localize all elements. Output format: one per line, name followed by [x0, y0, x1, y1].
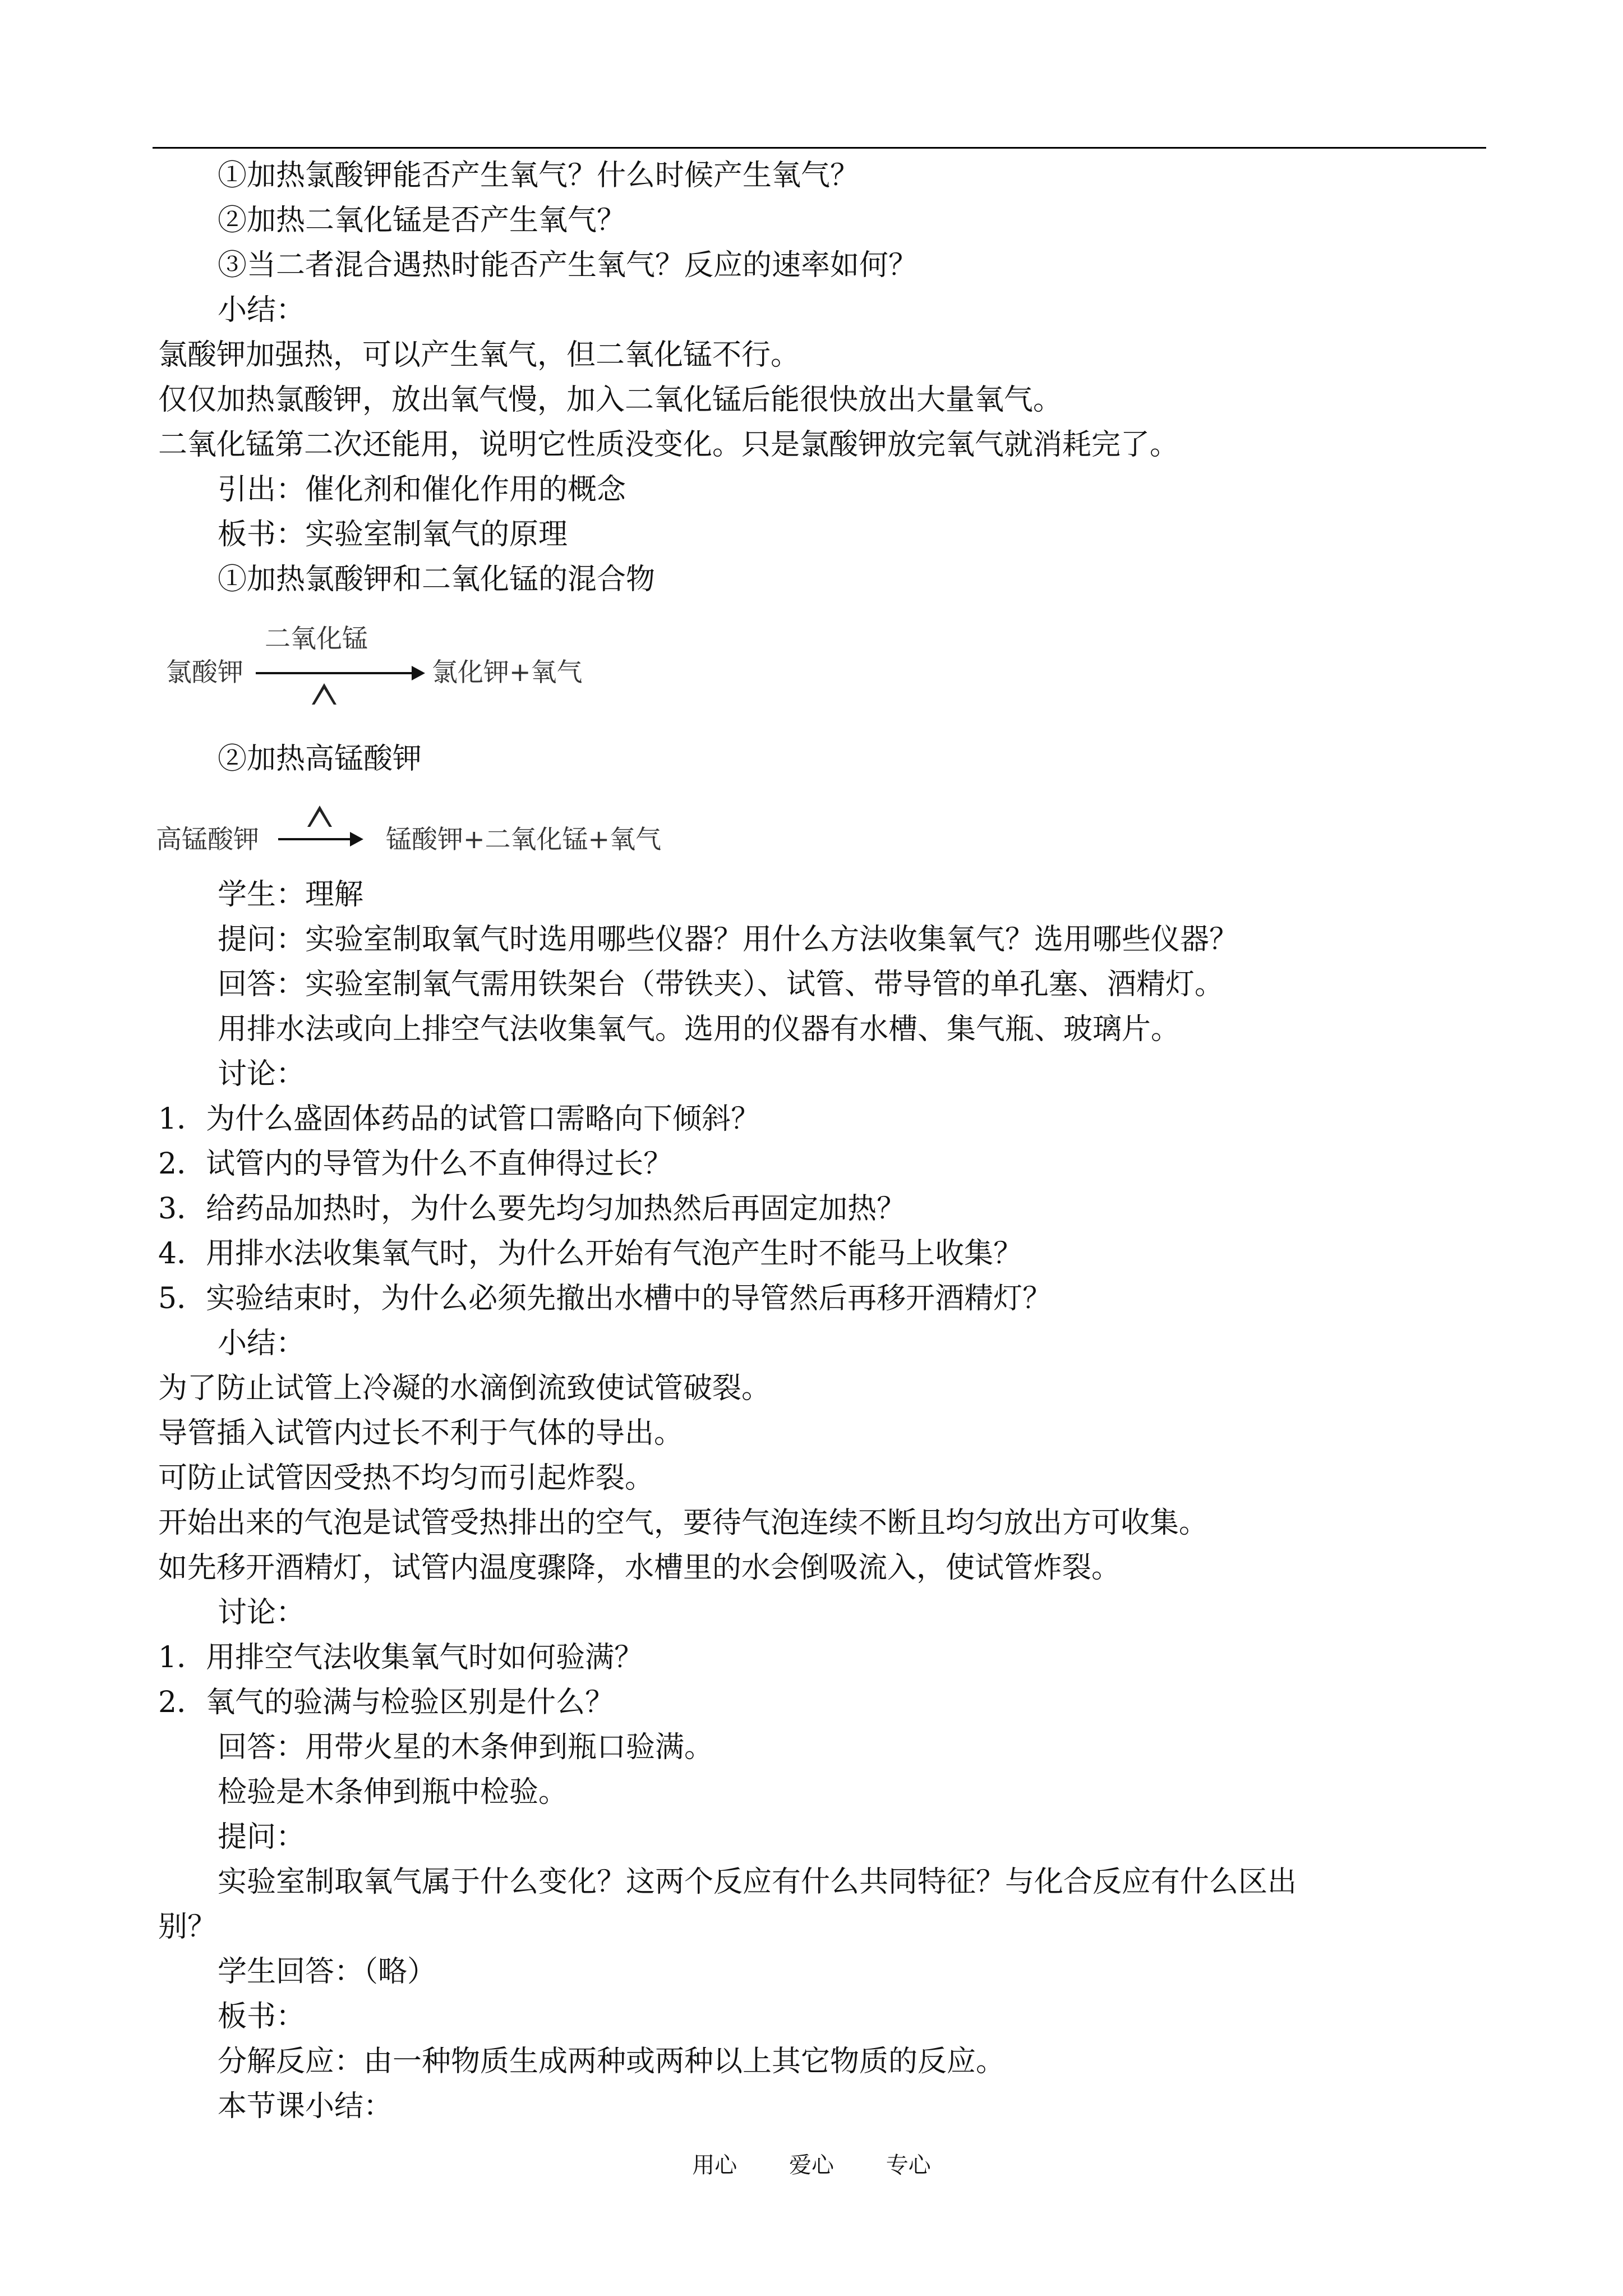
summary-line: 开始出来的气泡是试管受热排出的空气，要待气泡连续不断且均匀放出方可收集。 [158, 1506, 1209, 1540]
reactant: 氯酸钾 [166, 657, 243, 687]
page-footer [0, 2151, 1623, 2179]
products: 氯化钾+氧气 [432, 657, 583, 687]
summary-line: 如先移开酒精灯，试管内温度骤降，水槽里的水会倒吸流入，使试管炸裂。 [158, 1551, 1121, 1585]
lesson-summary-heading: 本节课小结： [218, 2090, 393, 2123]
reaction-arrow [256, 672, 414, 674]
question-line-cont: 别？ [158, 1910, 217, 1944]
discussion-item: 4．用排水法收集氧气时，为什么开始有气泡产生时不能马上收集？ [158, 1237, 1023, 1271]
discussion-item: 3．给药品加热时，为什么要先均匀加热然后再固定加热？ [158, 1192, 906, 1226]
student-line: 学生：理解 [218, 878, 364, 912]
reaction-arrow [278, 838, 352, 840]
board-heading: 板书： [218, 2000, 306, 2033]
student-answer: 学生回答：（略） [218, 1955, 437, 1989]
catalyst: 二氧化锰 [265, 623, 368, 654]
discussion-heading: 讨论： [218, 1596, 306, 1630]
summary-heading: 小结： [218, 1327, 306, 1360]
question-heading: 提问： [218, 1820, 306, 1854]
summary-heading: 小结： [218, 293, 306, 327]
reactant: 高锰酸钾 [156, 824, 259, 854]
method-2: ②加热高锰酸钾 [218, 742, 422, 776]
question-2: ②加热二氧化锰是否产生氧气？ [218, 204, 626, 237]
board-line: 板书：实验室制氧气的原理 [218, 518, 568, 551]
answer-line: 用排水法或向上排空气法收集氧气。选用的仪器有水槽、集气瓶、玻璃片。 [218, 1013, 1181, 1046]
discussion-heading: 讨论： [218, 1057, 306, 1091]
answer-line: 回答：用带火星的木条伸到瓶口验满。 [218, 1731, 714, 1764]
answer-line: 检验是木条伸到瓶中检验。 [218, 1775, 568, 1809]
footer-item: 用心 [692, 2152, 737, 2178]
products: 锰酸钾+二氧化锰+氧气 [386, 824, 662, 854]
summary-line: 为了防止试管上冷凝的水滴倒流致使试管破裂。 [158, 1372, 771, 1405]
summary-line: 可防止试管因受热不均匀而引起炸裂。 [158, 1461, 654, 1495]
discussion-item: 5．实验结束时，为什么必须先撤出水槽中的导管然后再移开酒精灯？ [158, 1282, 1052, 1315]
definition-line: 分解反应：由一种物质生成两种或两种以上其它物质的反应。 [218, 2045, 1006, 2078]
summary-line: 仅仅加热氯酸钾，放出氧气慢，加入二氧化锰后能很快放出大量氧气。 [158, 383, 1063, 417]
header-rule [153, 147, 1486, 149]
discussion-item: 1．用排空气法收集氧气时如何验满？ [158, 1641, 644, 1674]
intro-line: 引出：催化剂和催化作用的概念 [218, 473, 626, 507]
question-line: 提问：实验室制取氧气时选用哪些仪器？用什么方法收集氧气？选用哪些仪器？ [218, 923, 1239, 956]
summary-line: 二氧化锰第二次还能用，说明它性质没变化。只是氯酸钾放完氧气就消耗完了。 [158, 428, 1179, 462]
summary-line: 导管插入试管内过长不利于气体的导出。 [158, 1416, 684, 1450]
answer-line: 回答：实验室制氧气需用铁架台（带铁夹）、试管、带导管的单孔塞、酒精灯。 [218, 968, 1224, 1001]
footer-item: 爱心 [789, 2152, 834, 2178]
summary-line: 氯酸钾加强热，可以产生氧气，但二氧化锰不行。 [158, 338, 800, 372]
discussion-item: 1．为什么盛固体药品的试管口需略向下倾斜？ [158, 1102, 760, 1136]
method-1: ①加热氯酸钾和二氧化锰的混合物 [218, 563, 656, 596]
question-3: ③当二者混合遇热时能否产生氧气？反应的速率如何？ [218, 249, 918, 282]
question-1: ①加热氯酸钾能否产生氧气？什么时候产生氧气？ [218, 159, 860, 192]
discussion-item: 2．试管内的导管为什么不直伸得过长？ [158, 1147, 673, 1181]
question-line: 实验室制取氧气属于什么变化？这两个反应有什么共同特征？与化合反应有什么区出 [218, 1865, 1297, 1899]
footer-item: 专心 [886, 2152, 931, 2178]
discussion-item: 2．氧气的验满与检验区别是什么？ [158, 1686, 615, 1719]
